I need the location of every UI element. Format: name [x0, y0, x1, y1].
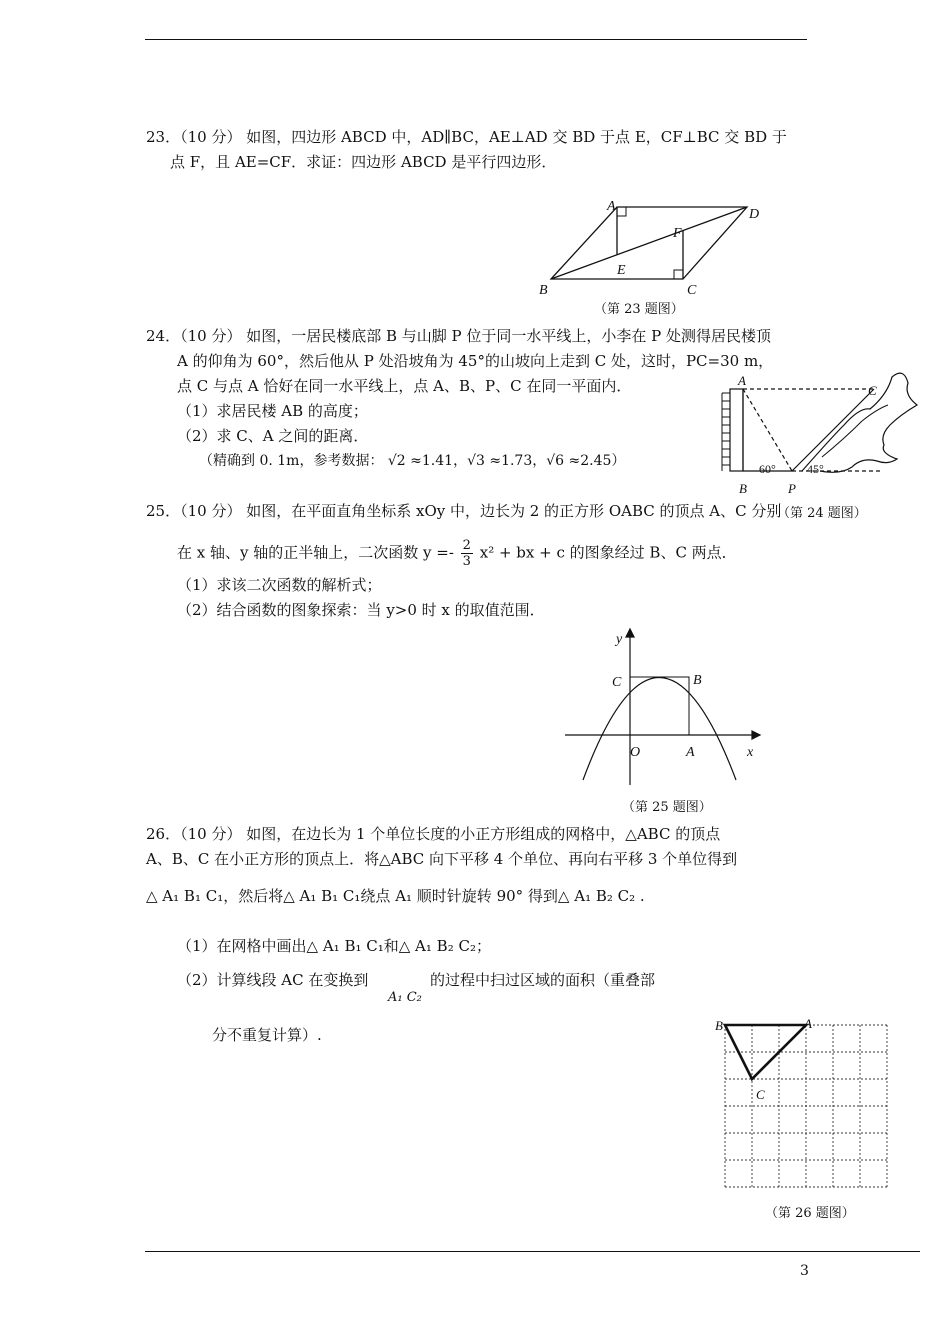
q25-line2-post: x² + bx + c 的图象经过 B、C 两点．	[479, 543, 737, 562]
q24-label-p: P	[788, 481, 796, 496]
q24-line1: 24．（10 分） 如图，一居民楼底部 B 与山脚 P 位于同一水平线上，小李在 P 处测得居民楼顶	[146, 327, 772, 345]
page-number: 3	[800, 1263, 809, 1279]
q26-sub2-seg: A₁ C₂	[388, 990, 422, 1005]
footer-rule	[145, 1251, 920, 1252]
q24-label-b: B	[739, 481, 747, 496]
q25-parabola	[583, 678, 736, 781]
q25-fraction	[461, 538, 473, 569]
q26-label-b: B	[715, 1018, 723, 1033]
q26-grid	[725, 1025, 887, 1187]
q23-label-e: E	[617, 263, 626, 278]
q26-caption: （第 26 题图）	[765, 1206, 855, 1221]
q25-label-y: y	[616, 632, 623, 647]
q26-sub1: （1）在网格中画出△ A₁ B₁ C₁和△ A₁ B₂ C₂；	[177, 937, 491, 955]
q24-building	[730, 389, 743, 471]
q25-label-c: C	[612, 675, 622, 690]
q23-label-b: B	[539, 283, 548, 298]
q23-caption: （第 23 题图）	[594, 302, 684, 317]
q25-sub1: （1）求该二次函数的解析式；	[177, 576, 382, 594]
q25-line2	[177, 538, 737, 569]
q24-angle-60: 60°	[759, 462, 776, 476]
q26-sub2-post: 的过程中扫过区域的面积（重叠部	[430, 971, 656, 989]
q25-line1: 25．（10 分） 如图，在平面直角坐标系 xOy 中，边长为 2 的正方形 OABC 的顶点 A、C 分别	[146, 502, 782, 520]
q25-frac-den: 3	[462, 554, 471, 569]
q24-line-ap	[743, 389, 792, 471]
q24-slope-pc	[792, 389, 874, 471]
q26-line1: 26．（10 分） 如图，在边长为 1 个单位长度的小正方形组成的网格中，△ABC 的顶点	[146, 825, 721, 843]
q23-label-d: D	[749, 207, 760, 222]
q23-diagonal-bd	[551, 207, 747, 279]
q25-figure	[560, 625, 765, 790]
q25-label-o: O	[630, 745, 641, 760]
q23-line2: 点 F，且 AE=CF．求证：四边形 ABCD 是平行四边形．	[170, 153, 557, 171]
q25-label-b: B	[693, 673, 702, 688]
q24-sub2: （2）求 C、A 之间的距离．	[177, 427, 369, 445]
q26-label-a: A	[804, 1016, 812, 1031]
q25-line2-pre: 在 x 轴、y 轴的正半轴上，二次函数 y =-	[177, 543, 454, 562]
q24-note: （精确到 0. 1m，参考数据： √2 ≈1.41，√3 ≈1.73，√6 ≈2.45）	[199, 453, 626, 469]
q26-line3: △ A₁ B₁ C₁，然后将△ A₁ B₁ C₁绕点 A₁ 顺时针旋转 90° 得到△ A₁ B₂ C₂ .	[146, 887, 645, 905]
q24-line3: 点 C 与点 A 恰好在同一水平线上，点 A、B、P、C 在同一平面内．	[177, 377, 632, 395]
q26-figure	[712, 1015, 892, 1195]
header-rule	[145, 39, 807, 40]
q24-figure	[712, 365, 924, 500]
q24-sub1: （1）求居民楼 AB 的高度；	[177, 402, 368, 420]
q23-line1: 23．（10 分） 如图，四边形 ABCD 中，AD∥BC，AE⊥AD 交 BD 于点 E，CF⊥BC 交 BD 于	[146, 128, 787, 146]
q25-label-x: x	[747, 745, 754, 760]
q26-sub3: 分不重复计算）.	[212, 1026, 322, 1044]
q24-label-c: C	[868, 383, 877, 398]
q25-label-a: A	[686, 745, 695, 760]
q25-frac-num: 2	[462, 538, 471, 553]
q23-label-f: F	[673, 226, 682, 241]
q24-label-a: A	[738, 373, 746, 388]
q26-line2: A、B、C 在小正方形的顶点上．将△ABC 向下平移 4 个单位、再向右平移 3 个单位得到	[146, 850, 738, 868]
q23-label-c: C	[687, 283, 697, 298]
q24-line2: A 的仰角为 60°，然后他从 P 处沿坡角为 45°的山坡向上走到 C 处，这时，PC=30 m，	[177, 352, 774, 370]
q24-angle-45: 45°	[807, 462, 824, 476]
q26-label-c: C	[756, 1087, 765, 1102]
q23-label-a: A	[607, 199, 616, 214]
q24-mountain	[802, 373, 917, 472]
q24-caption: （第 24 题图）	[777, 506, 867, 521]
q23-figure	[535, 195, 765, 300]
q26-sub2-pre: （2）计算线段 AC 在变换到	[177, 971, 369, 989]
q25-caption: （第 25 题图）	[622, 800, 712, 815]
q25-sub2: （2）结合函数的图象探索：当 y>0 时 x 的取值范围．	[177, 601, 545, 619]
